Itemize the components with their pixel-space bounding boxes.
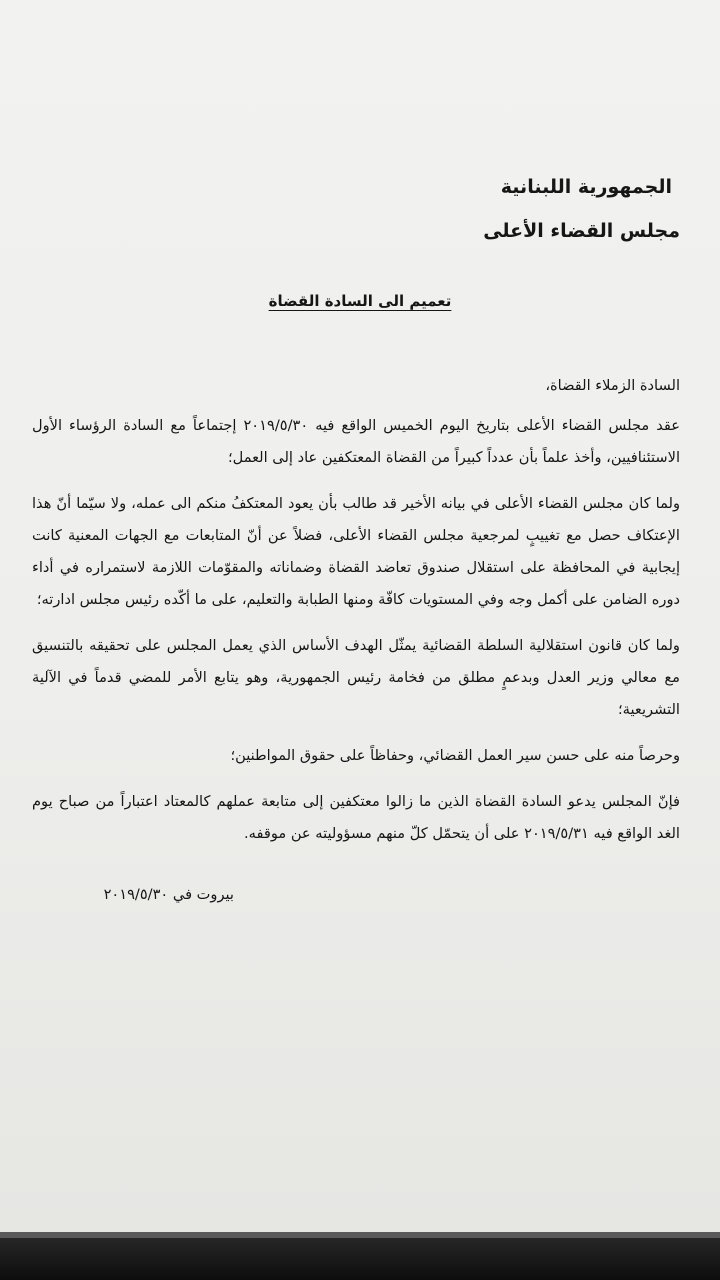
paragraph-meeting: عقد مجلس القضاء الأعلى بتاريخ اليوم الخميس الواقع فيه ٢٠١٩/٥/٣٠ إجتماعاً مع السادة الرؤساء الأول الاستئنافيين، وأخذ علماً بأن عدداً كبيراً من القضاة المعتكفين عاد إلى العمل؛ [32,417,681,466]
place-date-signature: بيروت في ٢٠١٩/٥/٣٠ [103,886,234,903]
header-council: مجلس القضاء الأعلى [483,220,680,242]
document-body [32,370,680,864]
document-title: تعميم الى السادة القضاة [268,292,452,310]
dark-surface-bottom [0,1232,720,1280]
paragraph-independence-law: ولما كان قانون استقلالية السلطة القضائية يمثّل الهدف الأساس الذي يعمل المجلس على تحقيقه بالتنسيق مع معالي وزير العدل وبدعمٍ مطلق من فخامة رئيس الجمهورية، وهو يتابع الأمر للمضي قدماً في الآلية التشريعية؛ [32,637,680,718]
page-edge-shadow [0,1232,720,1238]
paragraph-strike: ولما كان مجلس القضاء الأعلى في بيانه الأخير قد طالب بأن يعود المعتكفُ منكم الى عمله، ولا سيّما أنّ هذا الإعتكاف حصل مع تغييبٍ لمرجعية مجلس القضاء الأعلى، فضلاً عن أنّ المتابعات مع الجهات المعنية كانت إيجابية في المحافظة على استقلال صندوق تعاضد القضاة وضماناته والمقوّمات اللازمة لاستمراره في أداء دوره الضامن على أكمل وجه وفي المستويات كافّة ومنها الطبابة والتعليم، على ما أكّده رئيس مجلس ادارته؛ [32,495,680,608]
paragraph-call-to-return: فإنّ المجلس يدعو السادة القضاة الذين ما زالوا معتكفين إلى متابعة عملهم كالمعتاد اعتباراً من صباح يوم الغد الواقع فيه ٢٠١٩/٥/٣١ على أن يتحمّل كلّ منهم مسؤوليته عن موقفه. [32,793,680,842]
paragraph-justice: وحرصاً منه على حسن سير العمل القضائي، وحفاظاً على حقوق المواطنين؛ [230,747,680,764]
salutation: السادة الزملاء القضاة، [545,377,680,394]
header-republic: الجمهورية اللبنانية [500,176,672,198]
